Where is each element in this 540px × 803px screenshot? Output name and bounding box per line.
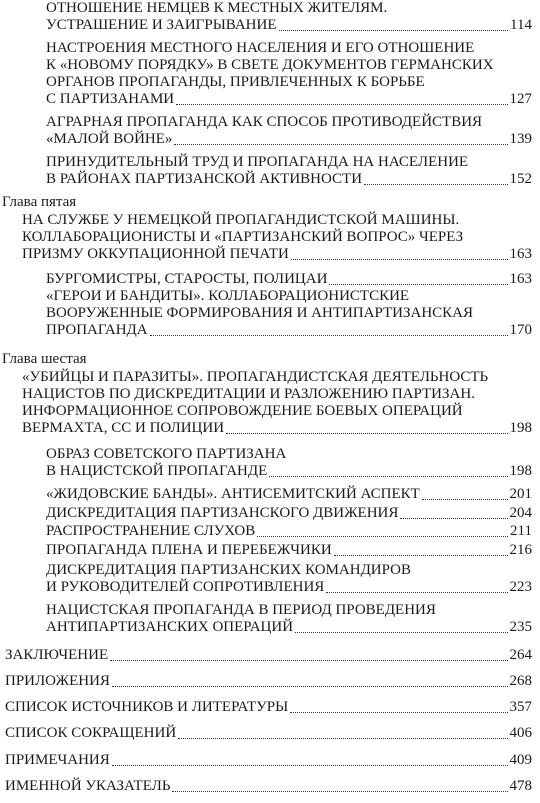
dot-leader: [226, 433, 508, 434]
dot-leader: [178, 738, 508, 739]
dot-leader: [326, 592, 508, 593]
dot-leader: [150, 335, 508, 336]
toc-entry-text: «МАЛОЙ ВОЙНЕ»: [46, 131, 173, 147]
toc-entry-text: ОТНОШЕНИЕ НЕМЦЕВ К МЕСТНЫХ ЖИТЕЛЯМ.: [46, 0, 388, 16]
toc-entry-text: АГРАРНАЯ ПРОПАГАНДА КАК СПОСОБ ПРОТИВОДЕЙСТВИЯ: [46, 114, 483, 130]
dot-leader: [279, 30, 508, 31]
page-number: 406: [509, 725, 532, 741]
toc-entry-text: С ПАРТИЗАНАМИ: [46, 91, 175, 107]
toc-entry-text: УСТРАШЕНИЕ И ЗАИГРЫВАНИЕ: [46, 17, 277, 33]
page-number: 152: [509, 171, 532, 187]
dot-leader: [334, 555, 508, 556]
toc-entry-text: ПРИЗМУ ОККУПАЦИОННОЙ ПЕЧАТИ: [22, 246, 289, 262]
page-number: 268: [509, 673, 532, 689]
page-number: 198: [509, 420, 532, 436]
toc-entry-text: ОРГАНОВ ПРОПАГАНДЫ, ПРИВЛЕЧЕННЫХ К БОРЬБЕ: [46, 74, 425, 90]
dot-leader: [112, 765, 508, 766]
page-number: 201: [509, 486, 532, 502]
toc-entry-text: РАСПРОСТРАНЕНИЕ СЛУХОВ: [46, 523, 256, 539]
dot-leader: [112, 686, 508, 687]
toc-entry-text: БУРГОМИСТРЫ, СТАРОСТЫ, ПОЛИЦАИ: [46, 271, 328, 287]
toc-entry-text: АНТИПАРТИЗАНСКИХ ОПЕРАЦИЙ: [46, 619, 294, 635]
page-number: 139: [509, 131, 532, 147]
toc-entry-text: ПРОПАГАНДА ПЛЕНА И ПЕРЕБЕЖЧИКИ: [46, 542, 332, 558]
dot-leader: [364, 184, 508, 185]
toc-entry-text: СПИСОК СОКРАЩЕНИЙ: [5, 725, 177, 741]
page-number: 198: [509, 463, 532, 479]
toc-entry-text: Глава пятая: [2, 194, 77, 210]
toc-entry-text: ИМЕННОЙ УКАЗАТЕЛЬ: [5, 778, 171, 794]
page-number: 163: [509, 271, 532, 287]
toc-entry-text: И РУКОВОДИТЕЛЕЙ СОПРОТИВЛЕНИЯ: [46, 579, 325, 595]
toc-entry-text: ЗАКЛЮЧЕНИЕ: [5, 647, 109, 663]
dot-leader: [400, 518, 508, 519]
toc-entry-text: ИНФОРМАЦИОННОЕ СОПРОВОЖДЕНИЕ БОЕВЫХ ОПЕРАЦИЙ: [22, 403, 463, 419]
dot-leader: [176, 104, 508, 105]
toc-entry-text: К «НОВОМУ ПОРЯДКУ» В СВЕТЕ ДОКУМЕНТОВ ГЕРМАНСКИХ: [46, 57, 494, 73]
toc-entry-text: В РАЙОНАХ ПАРТИЗАНСКОЙ АКТИВНОСТИ: [46, 171, 363, 187]
toc-entry-text: ПРОПАГАНДА: [46, 322, 148, 338]
dot-leader: [291, 259, 508, 260]
toc-entry-text: КОЛЛАБОРАЦИОНИСТЫ И «ПАРТИЗАНСКИЙ ВОПРОС» ЧЕРЕЗ: [22, 229, 464, 245]
toc-entry-text: ОБРАЗ СОВЕТСКОГО ПАРТИЗАНА: [46, 446, 287, 462]
page-number: 211: [510, 523, 532, 539]
toc-entry-text: СПИСОК ИСТОЧНИКОВ И ЛИТЕРАТУРЫ: [5, 699, 289, 715]
page-number: 163: [509, 246, 532, 262]
page-number: 235: [509, 619, 532, 635]
dot-leader: [110, 660, 508, 661]
page-number: 127: [509, 91, 532, 107]
toc-entry-text: ПРИЛОЖЕНИЯ: [5, 673, 110, 689]
toc-entry-text: ПРИМЕЧАНИЯ: [5, 752, 110, 768]
toc-entry-text: ПРИНУДИТЕЛЬНЫЙ ТРУД И ПРОПАГАНДА НА НАСЕЛЕНИЕ: [46, 154, 469, 170]
toc-entry-text: «ГЕРОИ И БАНДИТЫ». КОЛЛАБОРАЦИОНИСТСКИЕ: [46, 288, 410, 304]
dot-leader: [174, 144, 508, 145]
dot-leader: [257, 536, 508, 537]
toc-entry-text: ДИСКРЕДИТАЦИЯ ПАРТИЗАНСКОГО ДВИЖЕНИЯ: [46, 505, 399, 521]
toc-entry-text: НАЦИСТСКАЯ ПРОПАГАНДА В ПЕРИОД ПРОВЕДЕНИЯ: [46, 602, 436, 618]
dot-leader: [329, 284, 508, 285]
dot-leader: [422, 499, 508, 500]
toc-entry-text: В НАЦИСТСКОЙ ПРОПАГАНДЕ: [46, 463, 268, 479]
page-number: 223: [509, 579, 532, 595]
toc-entry-text: НАЦИСТОВ ПО ДИСКРЕДИТАЦИИ И РАЗЛОЖЕНИЮ ПАРТИЗАН.: [22, 386, 475, 402]
dot-leader: [172, 791, 508, 792]
page-number: 478: [509, 778, 532, 794]
dot-leader: [295, 632, 508, 633]
page-number: 114: [510, 17, 532, 33]
page-number: 264: [509, 647, 532, 663]
toc-entry-text: «ЖИДОВСКИЕ БАНДЫ». АНТИСЕМИТСКИЙ АСПЕКТ: [46, 486, 420, 502]
toc-entry-text: НА СЛУЖБЕ У НЕМЕЦКОЙ ПРОПАГАНДИСТСКОЙ МАШИНЫ.: [22, 212, 460, 228]
toc-entry-text: ДИСКРЕДИТАЦИЯ ПАРТИЗАНСКИХ КОМАНДИРОВ: [46, 562, 411, 578]
toc-entry-text: ВЕРМАХТА, СС И ПОЛИЦИИ: [22, 420, 225, 436]
page-number: 204: [509, 505, 532, 521]
dot-leader: [269, 476, 508, 477]
page-number: 216: [509, 542, 532, 558]
dot-leader: [290, 712, 508, 713]
page-number: 409: [509, 752, 532, 768]
page-number: 357: [509, 699, 532, 715]
toc-entry-text: «УБИЙЦЫ И ПАРАЗИТЫ». ПРОПАГАНДИСТСКАЯ ДЕЯТЕЛЬНОСТЬ: [22, 369, 489, 385]
page-number: 170: [509, 322, 532, 338]
toc-entry-text: Глава шестая: [2, 351, 87, 367]
toc-entry-text: НАСТРОЕНИЯ МЕСТНОГО НАСЕЛЕНИЯ И ЕГО ОТНОШЕНИЕ: [46, 40, 475, 56]
toc-entry-text: ВООРУЖЕННЫЕ ФОРМИРОВАНИЯ И АНТИПАРТИЗАНСКАЯ: [46, 305, 474, 321]
